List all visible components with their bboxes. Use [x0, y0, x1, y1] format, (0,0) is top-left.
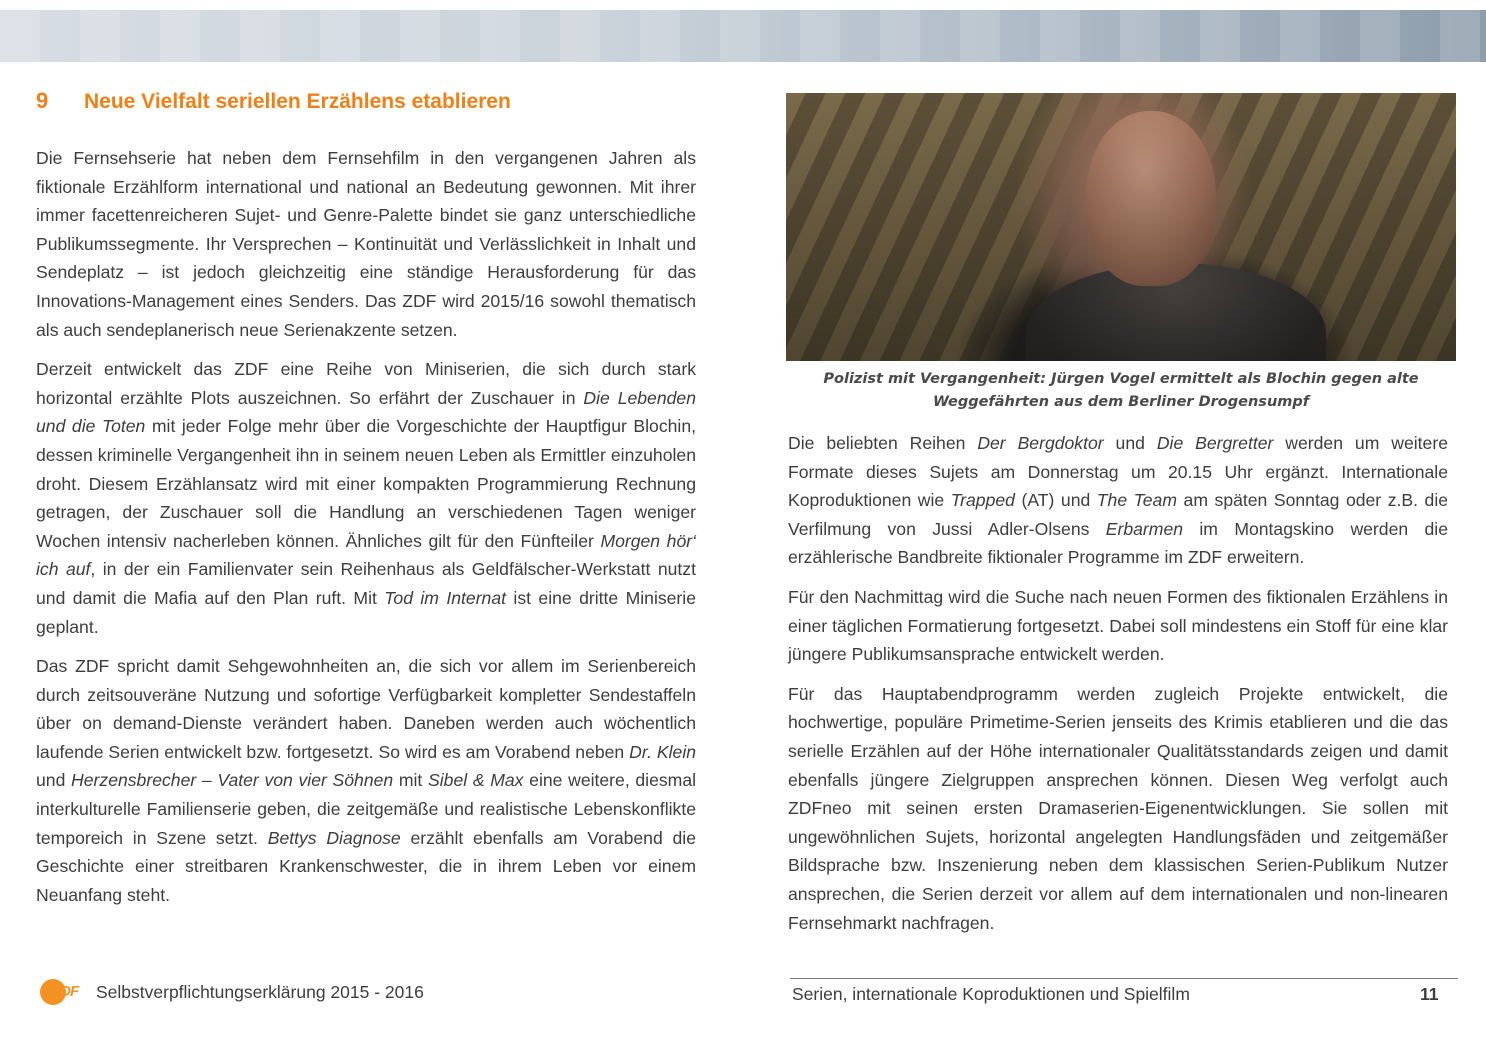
header-banner [0, 10, 1486, 62]
text-run: werden um weitere Formate dieses Sujets am Donnerstag um 20.15 Uhr ergänzt. Internationale Koproduktionen wie [788, 433, 1448, 511]
title-run: The Team [1096, 490, 1178, 511]
footer-left [40, 978, 424, 1006]
actor-photo [786, 93, 1456, 361]
text-run: und [1103, 433, 1157, 453]
text-run: im Montagskino werden die erzählerische Bandbreite fiktionaler Programme im ZDF erweitern. [788, 518, 1448, 568]
title-run: Dr. Klein [629, 741, 697, 762]
page-number: 11 [1420, 984, 1439, 1004]
paragraph: Für den Nachmittag wird die Suche nach neuen Formen des fiktionalen Erzählens in einer täglichen Formatierung fortgesetzt. Dabei soll mindestens ein Stoff für eine klar jüngere Publikumsansprache entwickelt werden. [788, 586, 1448, 665]
left-column [36, 144, 696, 920]
text-run: Derzeit entwickelt das ZDF eine Reihe von Miniserien, die sich durch stark horizontal erzählte Plots auszeichnen. So erfährt der Zuschauer in [36, 359, 696, 408]
paragraph: Die Fernsehserie hat neben dem Fernsehfilm in den vergangenen Jahren als fiktionale Erzählform international und national an Bedeutung gewonnen. Mit ihrer immer facettenreicheren Sujet- und Genre-Palette bindet sie ganz unterschiedliche Publikumssegmente. Ihr Versprechen – Kontinuität und Verlässlichkeit in Inhalt und Sendeplatz – ist jedoch gleichzeitig eine ständige Herausforderung für das Innovations-Management eines Senders. Das ZDF wird 2015/16 sowohl thematisch als auch sendeplanerisch neue Serienakzente setzen. [36, 148, 696, 340]
text-run: ist eine dritte Miniserie geplant. [36, 587, 696, 637]
zdf-logo-text: ZDF [52, 983, 79, 1000]
title-run: Die Lebenden und die Toten [36, 387, 696, 437]
text-run: Das ZDF spricht damit Sehgewohnheiten an, die sich vor allem im Serienbereich durch zeitsouveräne Nutzung und sofortige Verfügbarkeit kompletter Sendestaffeln über on demand-Dienste verändert haben. Daneben werden auch wöchentlich laufende Serien entwickelt bzw. fortgesetzt. So wird es am Vorabend neben [36, 656, 696, 762]
title-run: Trapped [950, 490, 1015, 511]
text-run: und [36, 770, 72, 791]
text-run: Die beliebten Reihen [788, 433, 978, 453]
title-run: Bettys Diagnose [267, 827, 401, 848]
text-run: (AT) und [1014, 490, 1097, 511]
section-title: Neue Vielfalt seriellen Erzählens etablieren [84, 90, 511, 113]
title-run: Herzensbrecher – Vater von vier Söhnen [71, 770, 394, 791]
text-run: am späten Sonntag oder z.B. die Verfilmung von Jussi Adler-Olsens [788, 490, 1449, 539]
title-run: Sibel & Max [428, 770, 524, 791]
title-run: Der Bergdoktor [977, 433, 1104, 453]
section-heading [36, 88, 511, 114]
paragraph: Für das Hauptabendprogramm werden zugleich Projekte entwickelt, die hochwertige, populäre Primetime-Serien jenseits des Krimis etablieren und die das serielle Erzählen auf der Höhe internationaler Qualitätsstandards zeigen und damit ebenfalls jüngere Zielgruppen ansprechen können. Diesen Weg verfolgt auch ZDFneo mit seinen ersten Dramaserien-Eigenentwicklungen. Sie sollen mit ungewöhnlichen Sujets, horizontal angelegten Handlungsfäden und zeitgemäßer Bildsprache bzw. Inszenierung neben dem klassischen Serien-Publikum Nutzer ansprechen, die Serien derzeit vor allem auf dem internationalen und non-linearen Fernsehmarkt nachfragen. [788, 683, 1448, 933]
title-run: Morgen hör‘ ich auf [36, 530, 696, 580]
section-number: 9 [36, 88, 49, 113]
zdf-logo [40, 979, 92, 1005]
footer-document-title: Selbstverpflichtungserklärung 2015 - 2016 [96, 981, 424, 1002]
title-run: Erbarmen [1105, 518, 1184, 539]
caption-line: Polizist mit Vergangenheit: Jürgen Vogel ermittelt als Blochin gegen alte [823, 371, 1419, 387]
title-run: Die Bergretter [1156, 433, 1274, 453]
paragraph [788, 429, 1448, 572]
right-column [788, 429, 1448, 948]
text-run: mit [393, 770, 429, 791]
text-run: , in der ein Familienvater sein Reihenhaus als Geldfälscher-Werkstatt nutzt und damit die Mafia auf den Plan ruft. Mit [36, 559, 696, 608]
text-run: mit jeder Folge mehr über die Vorgeschichte der Hauptfigur Blochin, dessen kriminelle Vergangenheit ihn in seinem neuen Leben als Ermittler einzuholen droht. Diesem Erzählansatz wird mit einer kompakten Programmierung Rechnung getragen, der Zuschauer soll die Handlung an verschiedenen Tagen weniger Wochen intensiv nacherleben können. Ähnliches gilt für den Fünfteiler [36, 416, 696, 551]
title-run: Tod im Internat [384, 587, 507, 608]
paragraph [36, 355, 696, 641]
paragraph [36, 652, 696, 909]
photo-caption [786, 368, 1456, 414]
footer-divider [790, 978, 1458, 979]
footer-chapter-title: Serien, internationale Koproduktionen und Spielfilm [792, 984, 1190, 1004]
caption-line: Weggefährten aus dem Berliner Drogensumpf [932, 394, 1310, 410]
text-run: eine weitere, diesmal interkulturelle Familienserie geben, die zeitgemäße und realistische Lebenskonflikte temporeich in Szene setzt. [36, 770, 697, 848]
text-run: erzählt ebenfalls am Vorabend die Geschichte einer streitbaren Krankenschwester, die in ihrem Leben vor einem Neuanfang steht. [36, 827, 696, 905]
